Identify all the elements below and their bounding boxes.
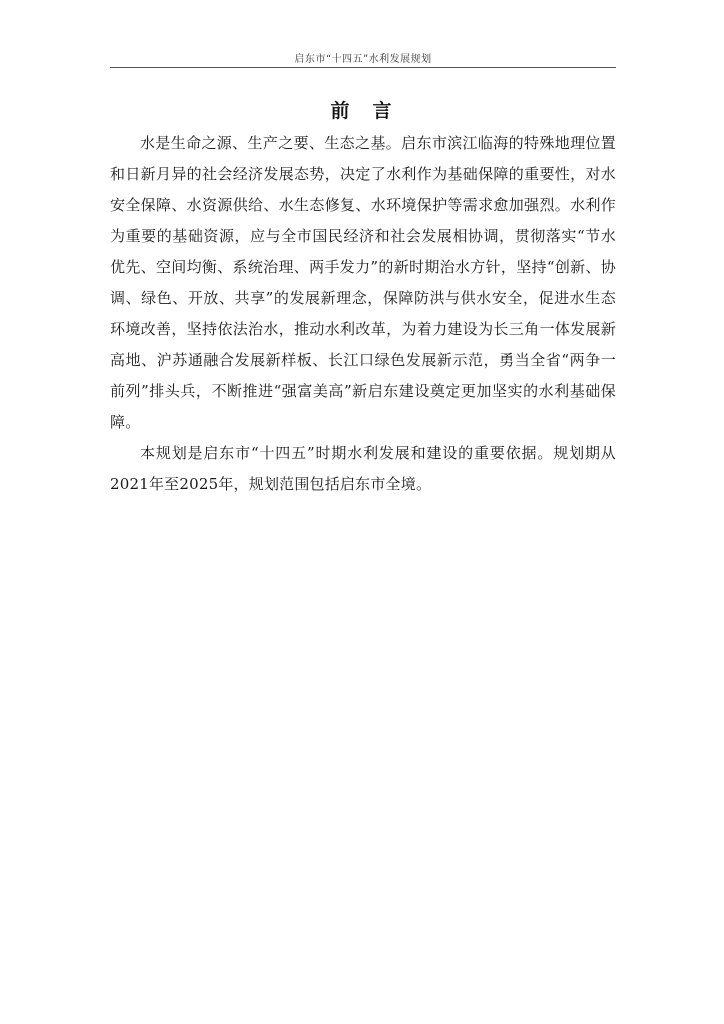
section-title: 前 言 bbox=[330, 100, 394, 122]
paragraph-scope: 本规划是启东市“十四五”时期水利发展和建设的重要依据。规划期从2021年至2025年，规划范围包括启东市全境。 bbox=[110, 444, 616, 493]
body-text bbox=[110, 128, 616, 500]
running-header: 启东市“十四五”水利发展规划 bbox=[294, 54, 432, 65]
header-rule bbox=[110, 67, 616, 68]
paragraph-intro: 水是生命之源、生产之要、生态之基。启东市滨江临海的特殊地理位置和日新月异的社会经济发展态势，决定了水利作为基础保障的重要性，对水安全保障、水资源供给、水生态修复、水环境保护等需求愈加强烈。水利作为重要的基础资源，应与全市国民经济和社会发展相协调，贯彻落实“节水优先、空间均衡、系统治理、两手发力”的新时期治水方针，坚持“创新、协调、绿色、开放、共享”的发展新理念，保障防洪与供水安全，促进水生态环境改善，坚持依法治水，推动水利改革，为着力建设为长三角一体发展新高地、沪苏通融合发展新样板、长江口绿色发展新示范，勇当全省“两争一前列”排头兵，不断推进“强富美高”新启东建设奠定更加坚实的水利基础保障。 bbox=[110, 134, 616, 431]
